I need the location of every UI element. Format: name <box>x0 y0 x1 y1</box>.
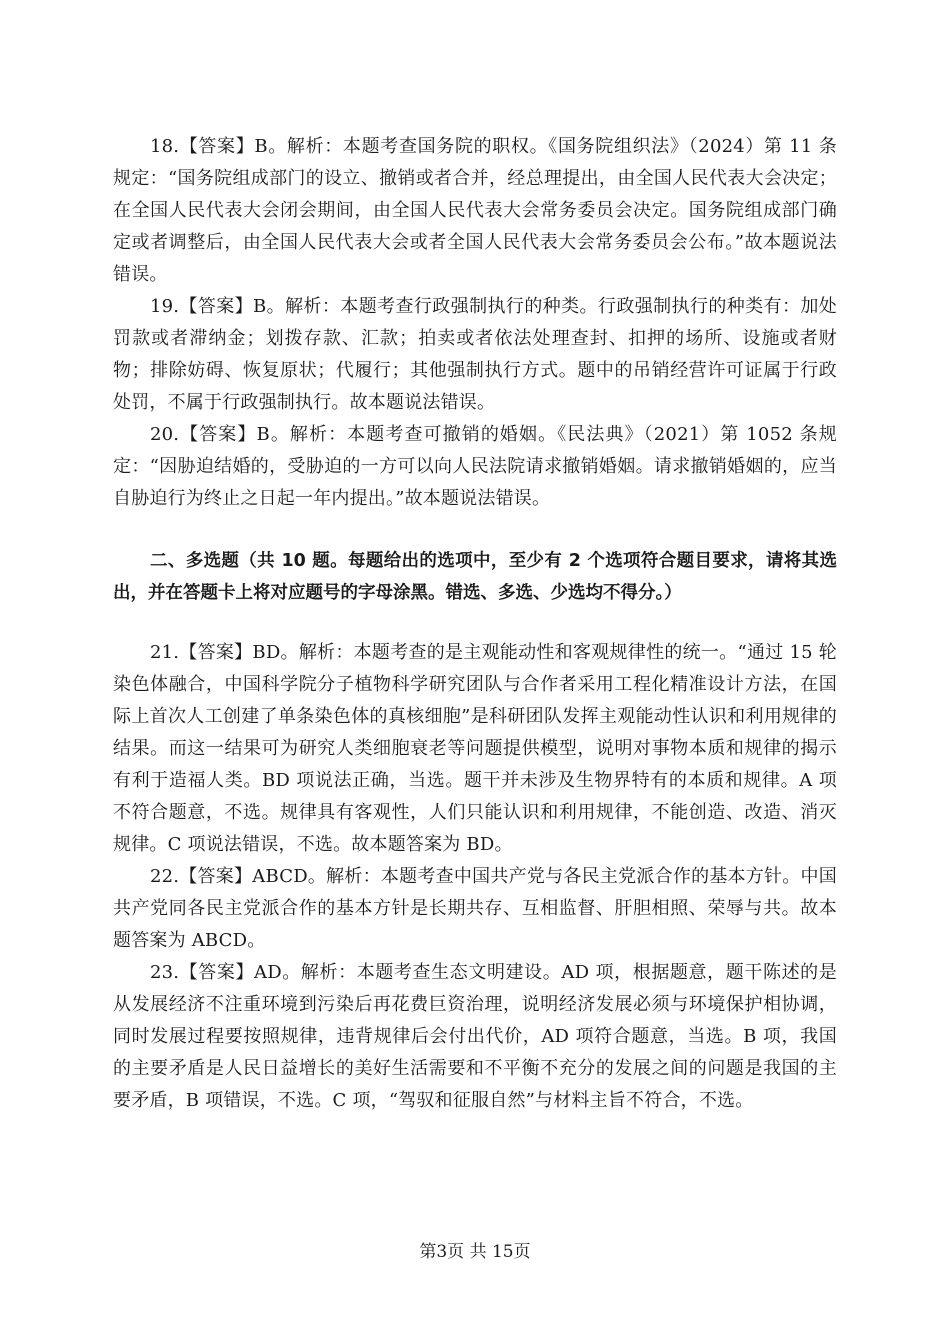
answer-22: 22.【答案】ABCD。解析：本题考查中国共产党与各民主党派合作的基本方针。中国共产党同各民主党派合作的基本方针是长期共存、互相监督、肝胆相照、荣辱与共。故本题答案为 ABCD。 <box>113 866 837 951</box>
section-heading: 二、多选题（共 10 题。每题给出的选项中，至少有 2 个选项符合题目要求，请将其选出，并在答题卡上将对应题号的字母涂黑。错选、多选、少选均不得分。） <box>113 551 837 603</box>
answer-23: 23.【答案】AD。解析：本题考查生态文明建设。AD 项，根据题意，题干陈述的是从发展经济不注重环境到污染后再花费巨资治理，说明经济发展必须与环境保护相协调，同时发展过程要按照规律，违背规律后会付出代价，AD 项符合题意，当选。B 项，我国的主要矛盾是人民日益增长的美好生活需要和不平衡不充分的发展之间的问题是我国的主要矛盾，B 项错误，不选。C 项，“驾驭和征服自然”与材料主旨不符合，不选。 <box>113 962 837 1111</box>
spacer <box>113 515 837 545</box>
answer-19: 19.【答案】B。解析：本题考查行政强制执行的种类。行政强制执行的种类有：加处罚款或者滞纳金；划拨存款、汇款；拍卖或者依法处理查封、扣押的场所、设施或者财物；排除妨碍、恢复原状；代履行；其他强制执行方式。题中的吊销经营许可证属于行政处罚，不属于行政强制执行。故本题说法错误。 <box>113 296 837 413</box>
answer-21: 21.【答案】BD。解析：本题考查的是主观能动性和客观规律性的统一。“通过 15 轮染色体融合，中国科学院分子植物科学研究团队与合作者采用工程化精准设计方法，在国际上首次人工创建了单条染色体的真核细胞”是科研团队发挥主观能动性认识和利用规律的结果。而这一结果可为研究人类细胞衰老等问题提供模型，说明对事物本质和规律的揭示有利于造福人类。BD 项说法正确，当选。题干并未涉及生物界特有的本质和规律。A 项不符合题意，不选。规律具有客观性，人们只能认识和利用规律，不能创造、改造、消灭规律。C 项说法错误，不选。故本题答案为 BD。 <box>113 642 837 855</box>
page-content <box>113 131 837 1117</box>
spacer <box>113 609 837 637</box>
answer-18: 18.【答案】B。解析：本题考查国务院的职权。《国务院组织法》（2024）第 11 条规定：“国务院组成部门的设立、撤销或者合并，经总理提出，由全国人民代表大会决定；在全国人民代表大会闭会期间，由全国人民代表大会常务委员会决定。国务院组成部门确定或者调整后，由全国人民代表大会或者全国人民代表大会常务委员会公布。”故本题说法错误。 <box>113 136 837 285</box>
page-footer: 第3页 共 15页 <box>419 1242 531 1262</box>
answer-20: 20.【答案】B。解析：本题考查可撤销的婚姻。《民法典》（2021）第 1052 条规定：“因胁迫结婚的，受胁迫的一方可以向人民法院请求撤销婚姻。请求撤销婚姻的，应当自胁迫行为终止之日起一年内提出。”故本题说法错误。 <box>113 424 837 509</box>
